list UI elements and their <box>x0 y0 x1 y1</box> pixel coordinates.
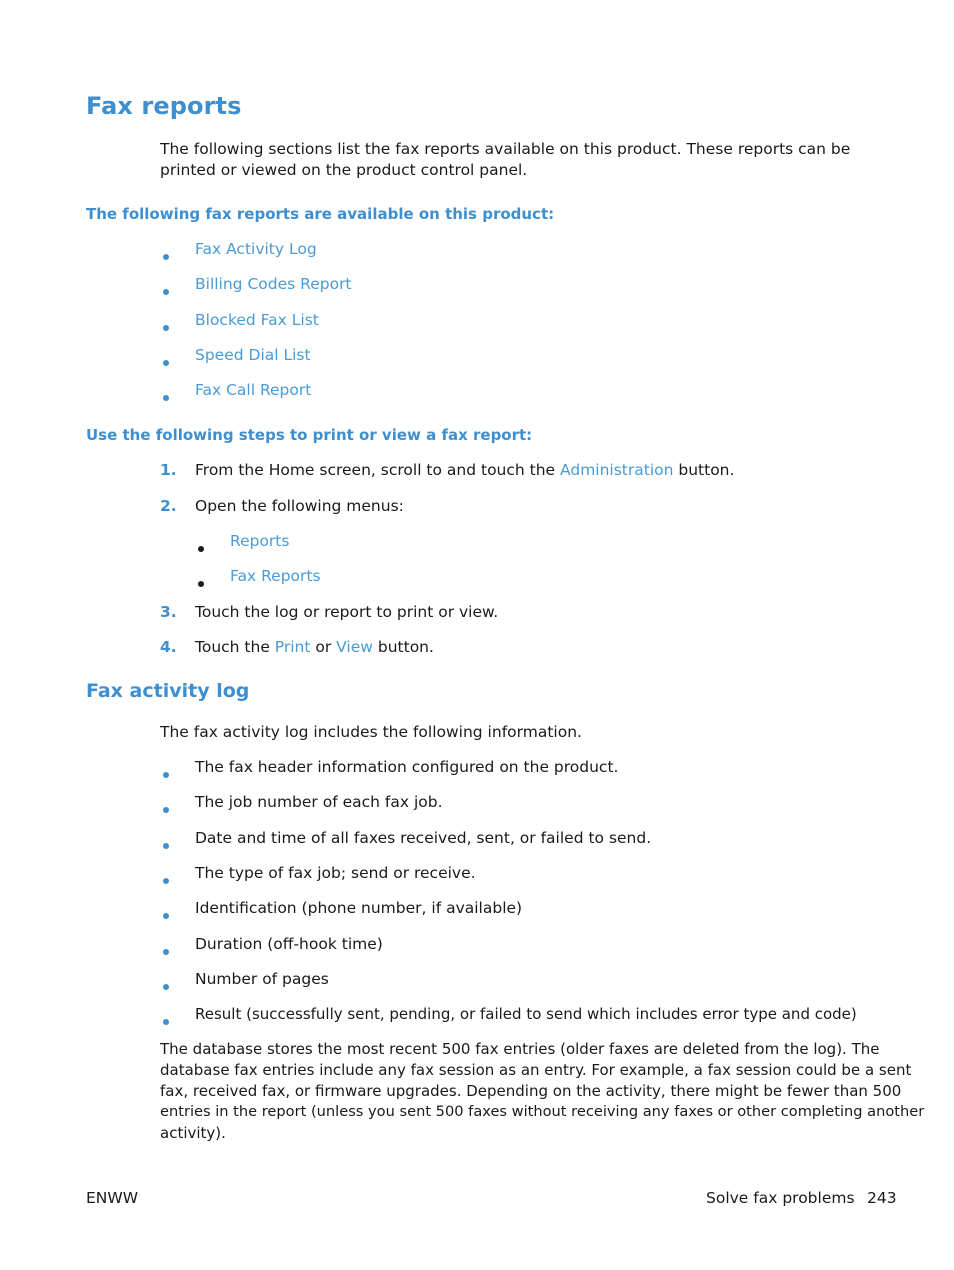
bullet-icon <box>198 581 204 587</box>
report-link-billing-codes[interactable]: Billing Codes Report <box>195 275 352 293</box>
report-link-speed-dial-list[interactable]: Speed Dial List <box>195 346 311 364</box>
bullet-icon <box>163 395 169 401</box>
step-text <box>195 461 734 479</box>
section-heading: Fax activity log <box>86 680 250 702</box>
bullet-icon <box>163 1019 169 1025</box>
step-text: Touch the log or report to print or view. <box>195 603 499 621</box>
intro-text: The following sections list the fax reports available on this product. These reports can be printed or viewed on the product control panel. <box>160 140 851 179</box>
bullet-icon <box>163 807 169 813</box>
steps-subheading: Use the following steps to print or view a fax report: <box>86 426 533 444</box>
intro-paragraph <box>160 139 860 181</box>
step-text-pre: Touch the <box>195 638 275 656</box>
paragraph-line: fax, received fax, or firmware upgrades. Depending on the activity, there might be fewer than 500 <box>160 1082 902 1100</box>
report-link-fax-activity-log[interactable]: Fax Activity Log <box>195 240 317 258</box>
bullet-icon <box>163 984 169 990</box>
page-title: Fax reports <box>86 92 242 120</box>
step-text-post: button. <box>673 461 735 479</box>
menu-link-fax-reports[interactable]: Fax Reports <box>230 567 321 585</box>
bullet-icon <box>163 878 169 884</box>
bullet-icon <box>163 325 169 331</box>
paragraph-line: activity). <box>160 1124 226 1142</box>
page-number: 243 <box>867 1189 897 1207</box>
step-text-pre: From the Home screen, scroll to and touch the <box>195 461 561 479</box>
bullet-icon <box>163 360 169 366</box>
paragraph-line: entries in the report (unless you sent 500 faxes without receiving any faxes or other completing another <box>160 1103 925 1120</box>
print-link[interactable]: Print <box>274 638 311 656</box>
step-text-mid: or <box>310 638 337 656</box>
list-item: The job number of each fax job. <box>195 793 443 811</box>
reports-subheading: The following fax reports are available on this product: <box>86 205 555 223</box>
bullet-icon <box>198 546 204 552</box>
bullet-icon <box>163 913 169 919</box>
menu-link-reports[interactable]: Reports <box>230 532 290 550</box>
step-number: 4. <box>160 638 177 656</box>
list-item: Result (successfully sent, pending, or failed to send which includes error type and code) <box>195 1005 857 1023</box>
log-intro: The fax activity log includes the following information. <box>160 723 582 741</box>
step-number: 1. <box>160 461 177 479</box>
list-item: Identification (phone number, if available) <box>195 899 523 917</box>
step-text <box>195 638 434 656</box>
bullet-icon <box>163 772 169 778</box>
list-item: The fax header information configured on the product. <box>195 758 619 776</box>
list-item: Date and time of all faxes received, sent, or failed to send. <box>195 829 652 847</box>
view-link[interactable]: View <box>336 638 373 656</box>
list-item: Number of pages <box>195 970 329 988</box>
step-text-post: button. <box>372 638 434 656</box>
list-item: Duration (off-hook time) <box>195 935 383 953</box>
list-item: The type of fax job; send or receive. <box>195 864 476 882</box>
bullet-icon <box>163 254 169 260</box>
footer-section: Solve fax problems <box>706 1189 855 1207</box>
report-link-blocked-fax-list[interactable]: Blocked Fax List <box>195 311 319 329</box>
bullet-icon <box>163 949 169 955</box>
step-number: 3. <box>160 603 177 621</box>
report-link-fax-call-report[interactable]: Fax Call Report <box>195 381 312 399</box>
step-number: 2. <box>160 497 177 515</box>
footer-left: ENWW <box>86 1189 139 1207</box>
paragraph-line: database fax entries include any fax session as an entry. For example, a fax session could be a sent <box>160 1061 912 1079</box>
bullet-icon <box>163 289 169 295</box>
administration-link[interactable]: Administration <box>560 461 674 479</box>
paragraph-line: The database stores the most recent 500 fax entries (older faxes are deleted from the log). The <box>160 1040 880 1058</box>
step-text: Open the following menus: <box>195 497 404 515</box>
bullet-icon <box>163 843 169 849</box>
